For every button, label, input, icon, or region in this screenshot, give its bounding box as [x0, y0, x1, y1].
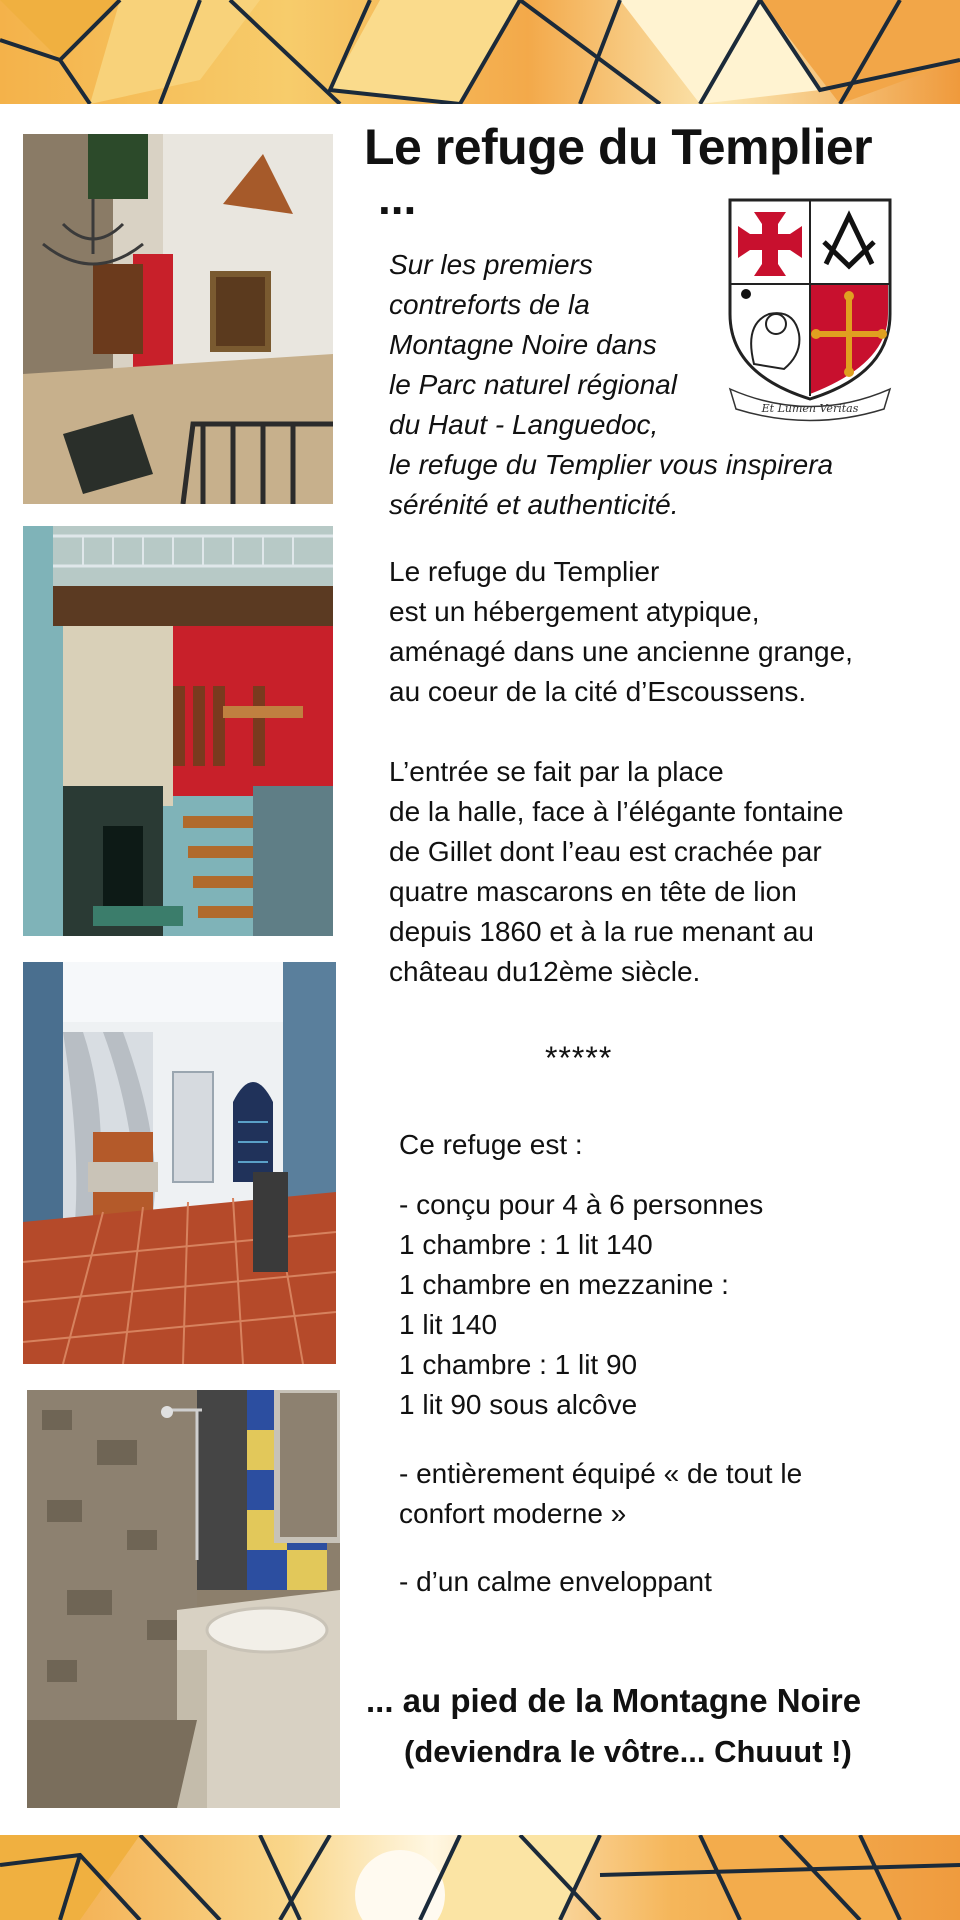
- paragraph-line: quatre mascarons en tête de lion: [389, 876, 797, 907]
- list-item: - d’un calme enveloppant: [399, 1566, 712, 1597]
- description-paragraph-1: [389, 552, 853, 712]
- stained-glass-banner-top: [0, 0, 960, 104]
- title-ellipsis: ...: [378, 172, 417, 224]
- list-item: 1 lit 140: [399, 1309, 498, 1340]
- stained-glass-banner-bottom: [0, 1835, 960, 1920]
- closing-tagline: ... au pied de la Montagne Noire: [366, 1682, 862, 1719]
- paragraph-line: de la halle, face à l’élégante fontaine: [389, 796, 844, 827]
- equipment-item: [399, 1454, 802, 1534]
- features-heading-text: Ce refuge est :: [399, 1129, 583, 1160]
- list-item: 1 chambre : 1 lit 140: [399, 1229, 653, 1260]
- entrance-hall-photo: [23, 134, 333, 504]
- capacity-list: [399, 1185, 763, 1425]
- paragraph-line: aménagé dans une ancienne grange,: [389, 636, 853, 667]
- paragraph-line: L’entrée se fait par la place: [389, 756, 724, 787]
- mezzanine-staircase-photo: [23, 526, 333, 936]
- paragraph-line: château du12ème siècle.: [389, 956, 701, 987]
- paragraph-line: au coeur de la cité d’Escoussens.: [389, 676, 807, 707]
- intro-line: le Parc naturel régional: [389, 369, 677, 400]
- section-separator: *****: [545, 1040, 613, 1076]
- list-item: 1 chambre en mezzanine :: [399, 1269, 729, 1300]
- shower-room-photo: [27, 1390, 340, 1808]
- intro-line: Montagne Noire dans: [389, 329, 657, 360]
- list-item: - entièrement équipé « de tout le: [399, 1458, 803, 1489]
- paragraph-line: de Gillet dont l’eau est crachée par: [389, 836, 822, 867]
- intro-line: Sur les premiers: [389, 249, 593, 280]
- list-item: 1 chambre : 1 lit 90: [399, 1349, 638, 1380]
- paragraph-line: est un hébergement atypique,: [389, 596, 760, 627]
- list-item: - conçu pour 4 à 6 personnes: [399, 1189, 764, 1220]
- paragraph-line: Le refuge du Templier: [389, 556, 660, 587]
- intro-line: sérénité et authenticité.: [389, 489, 679, 520]
- intro-text: [389, 245, 833, 525]
- alcove-bedroom-photo: [23, 962, 336, 1364]
- crest-motto: Et Lumen Veritas: [761, 402, 859, 415]
- closing-subtagline: (deviendra le vôtre... Chuuut !): [404, 1734, 852, 1769]
- intro-line: le refuge du Templier vous inspirera: [389, 449, 834, 480]
- list-item: confort moderne »: [399, 1498, 627, 1529]
- page-title: Le refuge du Templier: [364, 119, 873, 175]
- description-paragraph-2: [389, 752, 844, 992]
- paragraph-line: depuis 1860 et à la rue menant au: [389, 916, 814, 947]
- intro-line: contreforts de la: [389, 289, 590, 320]
- calm-item: [399, 1562, 712, 1602]
- list-item: 1 lit 90 sous alcôve: [399, 1389, 638, 1420]
- intro-line: du Haut - Languedoc,: [389, 409, 659, 440]
- features-heading: [399, 1125, 583, 1165]
